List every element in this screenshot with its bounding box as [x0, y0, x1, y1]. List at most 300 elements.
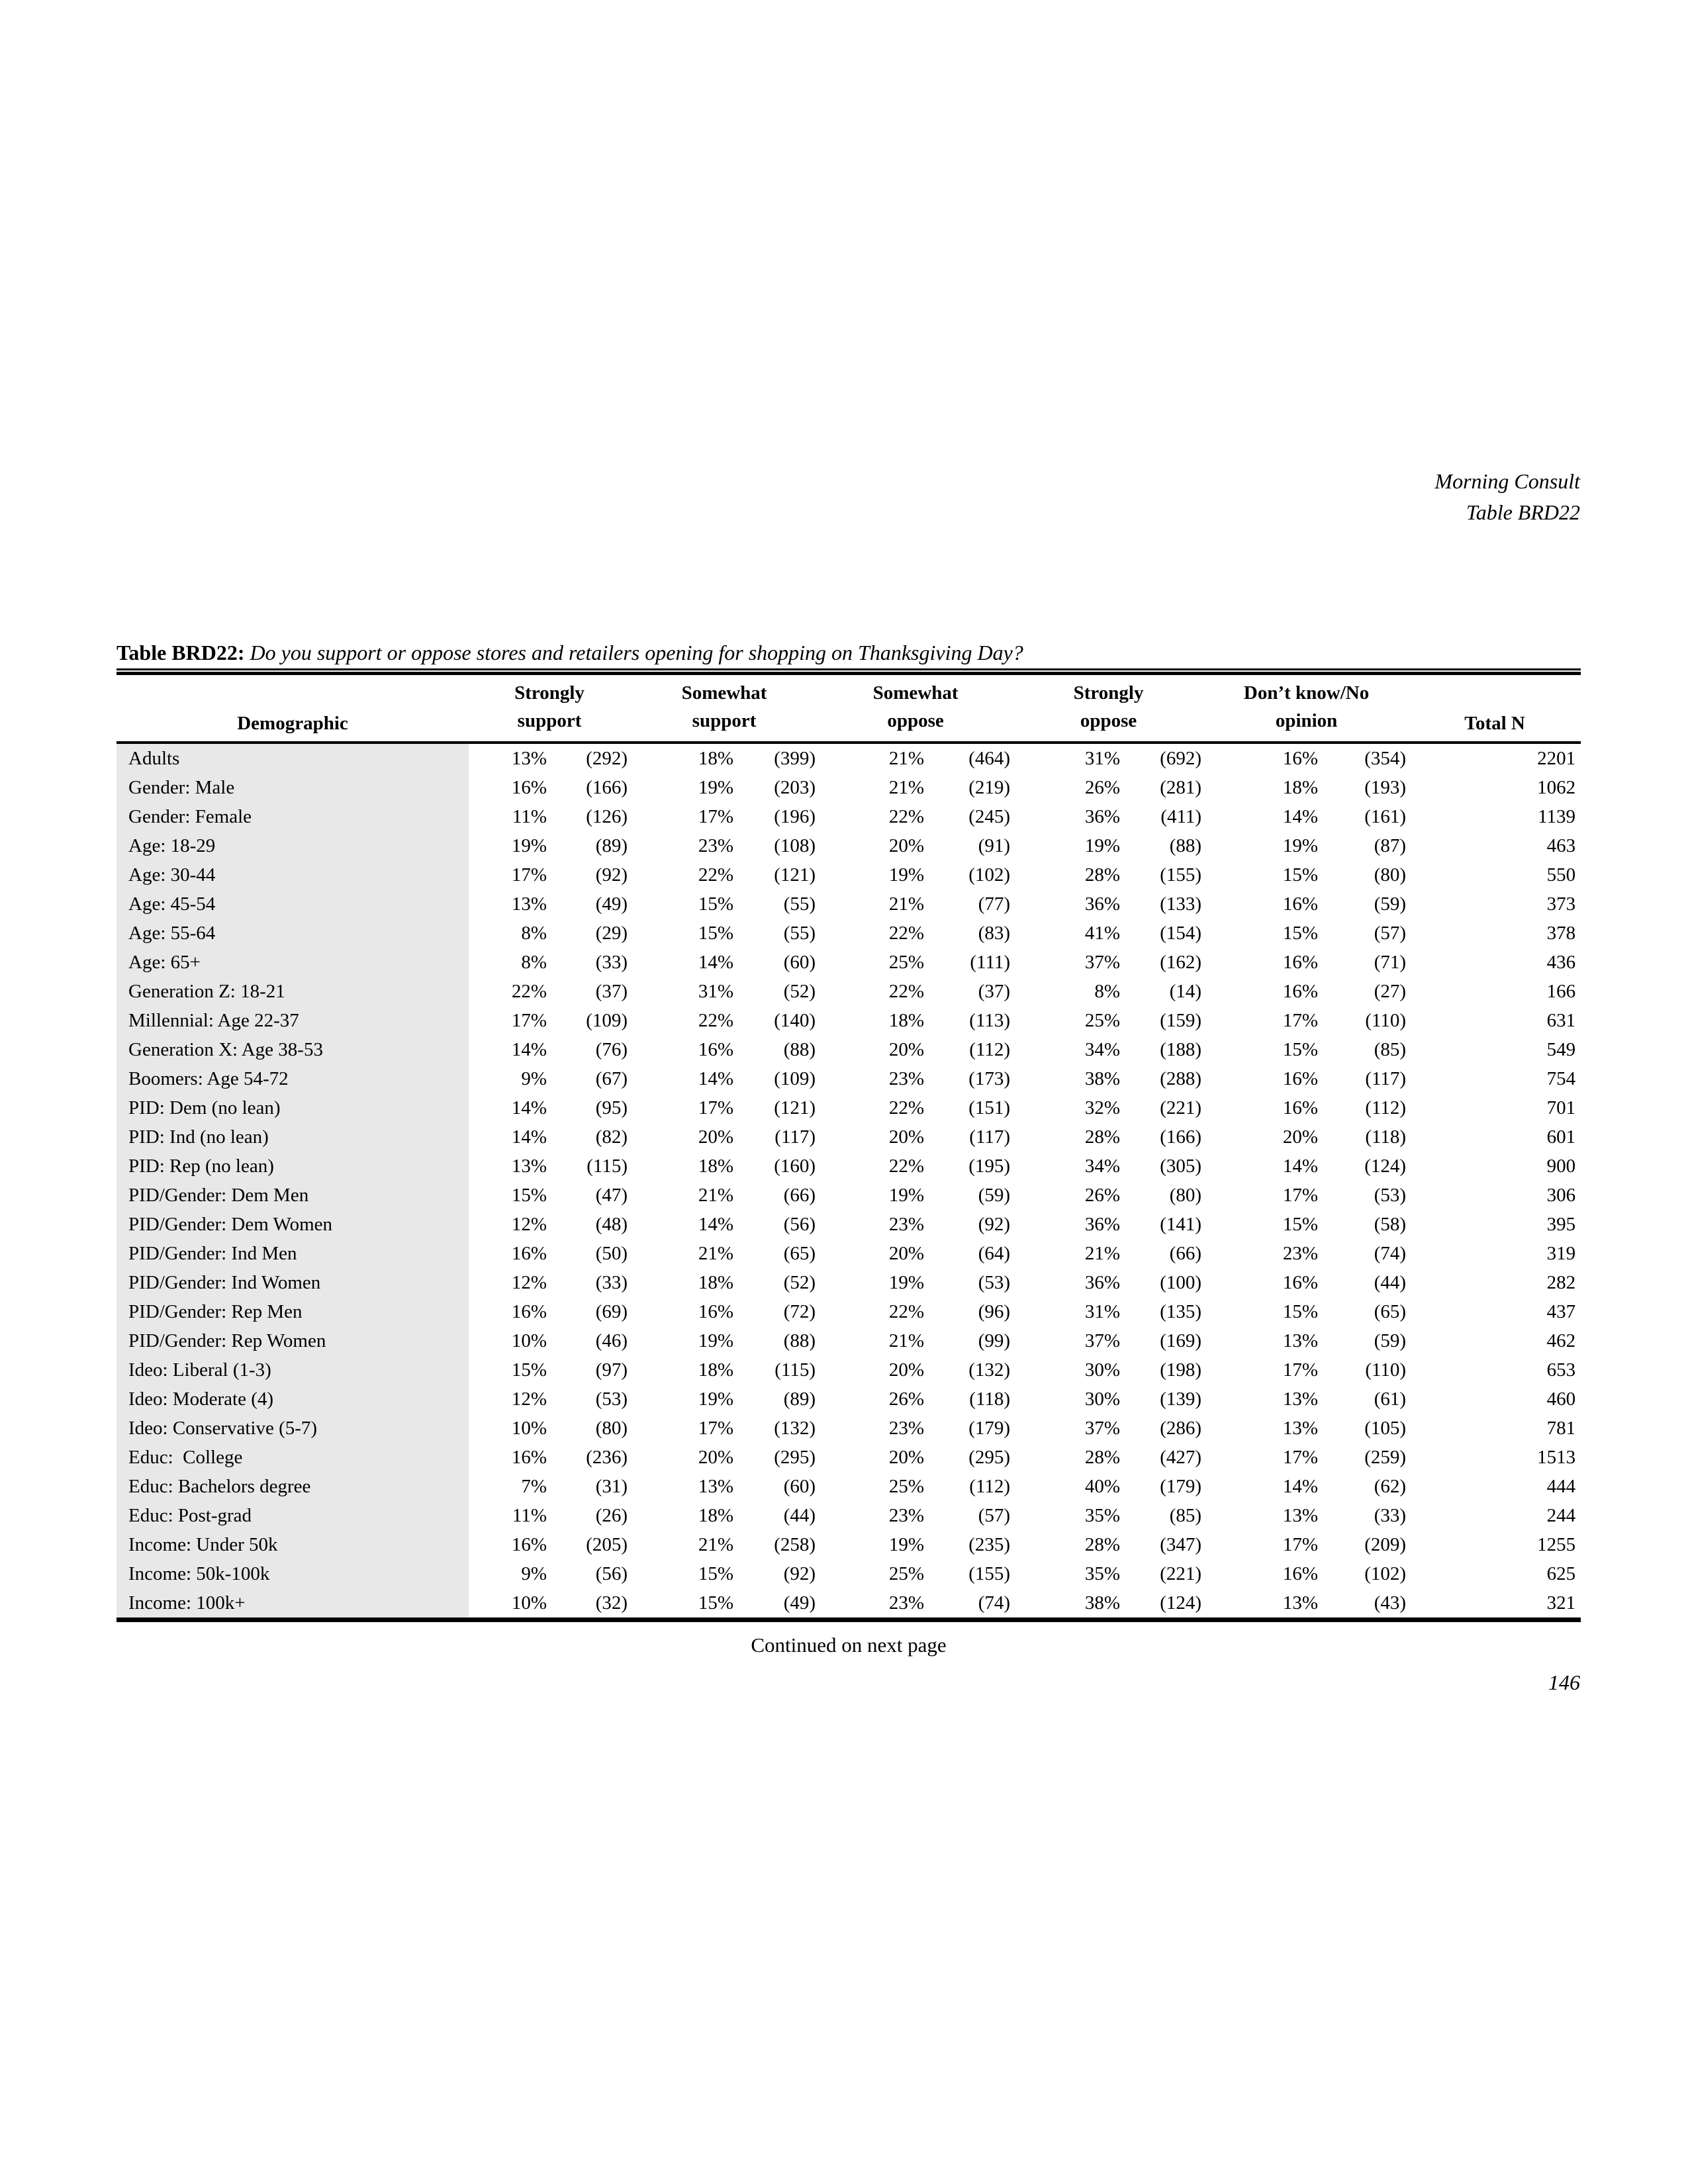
total-n-value: 306	[1546, 1185, 1576, 1206]
count-value: (133)	[1160, 893, 1202, 915]
count-value: (111)	[970, 952, 1011, 973]
total-n-value: 550	[1546, 864, 1576, 886]
demographic-label: Age: 65+	[117, 948, 469, 977]
count-value: (50)	[595, 1243, 628, 1264]
percent-value: 16%	[1282, 1272, 1319, 1293]
percent-value: 23%	[888, 1418, 925, 1439]
header-line: oppose	[1080, 710, 1137, 731]
col-header-total-n: Total N	[1409, 674, 1581, 743]
percent-value: 16%	[511, 777, 547, 798]
percent-value: 25%	[1084, 1010, 1121, 1031]
percent-value: 36%	[1084, 893, 1121, 915]
demographic-label: PID/Gender: Rep Men	[117, 1297, 469, 1326]
count-value: (117)	[1365, 1068, 1407, 1089]
table-row	[117, 1355, 1581, 1385]
count-value: (43)	[1374, 1592, 1407, 1614]
count-value: (53)	[1374, 1185, 1407, 1206]
col-header-strongly-support	[469, 674, 630, 743]
percent-value: 14%	[698, 1214, 734, 1235]
percent-value: 37%	[1084, 1330, 1121, 1351]
table-row	[117, 1559, 1581, 1588]
total-n-value: 701	[1546, 1097, 1576, 1118]
percent-value: 16%	[511, 1534, 547, 1555]
percent-value: 16%	[1282, 952, 1319, 973]
demographic-label: Ideo: Conservative (5-7)	[117, 1414, 469, 1443]
count-value: (124)	[1160, 1592, 1202, 1614]
demographic-label: Educ: Bachelors degree	[117, 1472, 469, 1501]
count-value: (155)	[1160, 864, 1202, 886]
percent-value: 10%	[511, 1592, 547, 1614]
percent-value: 13%	[511, 1156, 547, 1177]
header-line: support	[517, 710, 582, 731]
percent-value: 15%	[1282, 923, 1319, 944]
demographic-label: Gender: Male	[117, 773, 469, 802]
table-row	[117, 743, 1581, 773]
table-row	[117, 1268, 1581, 1297]
count-value: (188)	[1160, 1039, 1202, 1060]
count-value: (166)	[1160, 1126, 1202, 1148]
percent-value: 15%	[1282, 1301, 1319, 1322]
percent-value: 23%	[888, 1592, 925, 1614]
demographic-label: Generation Z: 18-21	[117, 977, 469, 1006]
percent-value: 16%	[1282, 748, 1319, 769]
percent-value: 15%	[511, 1185, 547, 1206]
percent-value: 18%	[698, 1156, 734, 1177]
count-value: (74)	[1374, 1243, 1407, 1264]
count-value: (110)	[1365, 1359, 1407, 1381]
count-value: (109)	[586, 1010, 628, 1031]
table-row	[117, 1385, 1581, 1414]
percent-value: 21%	[1084, 1243, 1121, 1264]
count-value: (135)	[1160, 1301, 1202, 1322]
total-n-value: 2201	[1537, 748, 1576, 769]
count-value: (89)	[783, 1388, 816, 1410]
header-line: support	[692, 710, 757, 731]
percent-value: 21%	[698, 1534, 734, 1555]
demographic-label: Income: 50k-100k	[117, 1559, 469, 1588]
total-n-value: 754	[1546, 1068, 1576, 1089]
total-n-value: 378	[1546, 923, 1576, 944]
table-row	[117, 1588, 1581, 1620]
count-value: (87)	[1374, 835, 1407, 856]
count-value: (112)	[969, 1039, 1011, 1060]
count-value: (162)	[1160, 952, 1202, 973]
count-value: (295)	[774, 1447, 816, 1468]
count-value: (411)	[1160, 806, 1202, 827]
count-value: (235)	[968, 1534, 1011, 1555]
count-value: (155)	[968, 1563, 1011, 1584]
percent-value: 37%	[1084, 952, 1121, 973]
percent-value: 22%	[698, 1010, 734, 1031]
demographic-label: Income: Under 50k	[117, 1530, 469, 1559]
count-value: (37)	[595, 981, 628, 1002]
count-value: (37)	[978, 981, 1011, 1002]
percent-value: 20%	[1282, 1126, 1319, 1148]
count-value: (49)	[595, 893, 628, 915]
total-n-value: 436	[1546, 952, 1576, 973]
table-row	[117, 977, 1581, 1006]
table-row	[117, 1472, 1581, 1501]
percent-value: 34%	[1084, 1156, 1121, 1177]
percent-value: 17%	[1282, 1359, 1319, 1381]
count-value: (92)	[978, 1214, 1011, 1235]
percent-value: 17%	[698, 1418, 734, 1439]
count-value: (44)	[783, 1505, 816, 1526]
count-value: (85)	[1169, 1505, 1202, 1526]
count-value: (80)	[1374, 864, 1407, 886]
count-value: (55)	[783, 923, 816, 944]
count-value: (60)	[783, 1476, 816, 1497]
count-value: (105)	[1364, 1418, 1407, 1439]
col-header-somewhat-support	[630, 674, 818, 743]
percent-value: 16%	[698, 1039, 734, 1060]
percent-value: 8%	[521, 923, 547, 944]
percent-value: 37%	[1084, 1418, 1121, 1439]
demographic-label: Generation X: Age 38-53	[117, 1035, 469, 1064]
table-row	[117, 948, 1581, 977]
table-row	[117, 1501, 1581, 1530]
count-value: (132)	[968, 1359, 1011, 1381]
count-value: (118)	[1365, 1126, 1407, 1148]
table-title-label: Table BRD22:	[117, 641, 245, 664]
count-value: (126)	[586, 806, 628, 827]
count-value: (83)	[978, 923, 1011, 944]
percent-value: 34%	[1084, 1039, 1121, 1060]
demographic-label: PID: Rep (no lean)	[117, 1152, 469, 1181]
count-value: (65)	[783, 1243, 816, 1264]
demographic-label: Age: 18-29	[117, 831, 469, 860]
percent-value: 40%	[1084, 1476, 1121, 1497]
percent-value: 7%	[521, 1476, 547, 1497]
percent-value: 20%	[888, 835, 925, 856]
percent-value: 13%	[511, 748, 547, 769]
percent-value: 28%	[1084, 1534, 1121, 1555]
count-value: (221)	[1160, 1563, 1202, 1584]
count-value: (60)	[783, 952, 816, 973]
count-value: (117)	[774, 1126, 816, 1148]
count-value: (72)	[783, 1301, 816, 1322]
count-value: (88)	[1169, 835, 1202, 856]
percent-value: 38%	[1084, 1592, 1121, 1614]
count-value: (52)	[783, 1272, 816, 1293]
count-value: (56)	[783, 1214, 816, 1235]
count-value: (89)	[595, 835, 628, 856]
percent-value: 36%	[1084, 806, 1121, 827]
demographic-label: PID: Ind (no lean)	[117, 1122, 469, 1152]
table-row	[117, 889, 1581, 919]
running-header-table-id: Table BRD22	[1466, 500, 1580, 524]
percent-value: 13%	[1282, 1418, 1319, 1439]
count-value: (95)	[595, 1097, 628, 1118]
count-value: (100)	[1160, 1272, 1202, 1293]
percent-value: 20%	[888, 1447, 925, 1468]
count-value: (121)	[774, 1097, 816, 1118]
percent-value: 16%	[698, 1301, 734, 1322]
count-value: (245)	[968, 806, 1011, 827]
running-header-source: Morning Consult	[1434, 469, 1580, 493]
percent-value: 28%	[1084, 1126, 1121, 1148]
percent-value: 21%	[698, 1243, 734, 1264]
total-n-value: 900	[1546, 1156, 1576, 1177]
col-header-dont-know	[1204, 674, 1409, 743]
total-n-value: 1062	[1537, 777, 1576, 798]
count-value: (77)	[978, 893, 1011, 915]
percent-value: 18%	[698, 1272, 734, 1293]
percent-value: 13%	[698, 1476, 734, 1497]
percent-value: 22%	[888, 981, 925, 1002]
percent-value: 38%	[1084, 1068, 1121, 1089]
percent-value: 14%	[1282, 1476, 1319, 1497]
count-value: (160)	[774, 1156, 816, 1177]
count-value: (62)	[1374, 1476, 1407, 1497]
percent-value: 23%	[888, 1505, 925, 1526]
percent-value: 14%	[511, 1126, 547, 1148]
table-row	[117, 831, 1581, 860]
percent-value: 23%	[1282, 1243, 1319, 1264]
total-n-value: 321	[1546, 1592, 1576, 1614]
count-value: (169)	[1160, 1330, 1202, 1351]
header-line: Strongly	[1073, 682, 1144, 704]
percent-value: 14%	[511, 1039, 547, 1060]
count-value: (61)	[1374, 1388, 1407, 1410]
count-value: (286)	[1160, 1418, 1202, 1439]
count-value: (195)	[968, 1156, 1011, 1177]
count-value: (65)	[1374, 1301, 1407, 1322]
count-value: (281)	[1160, 777, 1202, 798]
count-value: (141)	[1160, 1214, 1202, 1235]
percent-value: 12%	[511, 1388, 547, 1410]
total-n-value: 631	[1546, 1010, 1576, 1031]
count-value: (166)	[586, 777, 628, 798]
percent-value: 19%	[888, 1534, 925, 1555]
percent-value: 20%	[888, 1243, 925, 1264]
demographic-label: Boomers: Age 54-72	[117, 1064, 469, 1093]
demographic-label: Gender: Female	[117, 802, 469, 831]
count-value: (236)	[586, 1447, 628, 1468]
percent-value: 16%	[1282, 981, 1319, 1002]
percent-value: 15%	[511, 1359, 547, 1381]
header-line: Somewhat	[872, 682, 959, 704]
count-value: (121)	[774, 864, 816, 886]
table-row	[117, 802, 1581, 831]
count-value: (97)	[595, 1359, 628, 1381]
percent-value: 19%	[888, 1272, 925, 1293]
table-row	[117, 1064, 1581, 1093]
percent-value: 25%	[888, 952, 925, 973]
percent-value: 21%	[888, 1330, 925, 1351]
count-value: (67)	[595, 1068, 628, 1089]
demographic-label: PID/Gender: Ind Women	[117, 1268, 469, 1297]
total-n-value: 444	[1546, 1476, 1576, 1497]
count-value: (46)	[595, 1330, 628, 1351]
total-n-value: 319	[1546, 1243, 1576, 1264]
count-value: (48)	[595, 1214, 628, 1235]
total-n-value: 1255	[1537, 1534, 1576, 1555]
percent-value: 16%	[511, 1243, 547, 1264]
percent-value: 19%	[1084, 835, 1121, 856]
count-value: (151)	[968, 1097, 1011, 1118]
count-value: (59)	[978, 1185, 1011, 1206]
count-value: (76)	[595, 1039, 628, 1060]
header-line: Don’t know/No	[1243, 682, 1370, 704]
count-value: (117)	[969, 1126, 1011, 1148]
percent-value: 25%	[888, 1476, 925, 1497]
demographic-label: Income: 100k+	[117, 1588, 469, 1620]
percent-value: 28%	[1084, 1447, 1121, 1468]
count-value: (118)	[969, 1388, 1011, 1410]
percent-value: 19%	[511, 835, 547, 856]
col-header-demographic: Demographic	[117, 674, 469, 743]
total-n-value: 373	[1546, 893, 1576, 915]
total-n-value: 1139	[1538, 806, 1576, 827]
count-value: (179)	[1160, 1476, 1202, 1497]
header-line: oppose	[887, 710, 944, 731]
count-value: (33)	[595, 952, 628, 973]
table-row	[117, 1181, 1581, 1210]
total-n-value: 437	[1546, 1301, 1576, 1322]
count-value: (108)	[774, 835, 816, 856]
count-value: (193)	[1364, 777, 1407, 798]
percent-value: 16%	[1282, 1563, 1319, 1584]
count-value: (59)	[1374, 893, 1407, 915]
count-value: (59)	[1374, 1330, 1407, 1351]
percent-value: 30%	[1084, 1359, 1121, 1381]
count-value: (115)	[774, 1359, 816, 1381]
count-value: (110)	[1365, 1010, 1407, 1031]
demographic-label: PID/Gender: Dem Men	[117, 1181, 469, 1210]
percent-value: 31%	[1084, 748, 1121, 769]
page-number: 146	[1548, 1670, 1580, 1694]
count-value: (47)	[595, 1185, 628, 1206]
header-line: opinion	[1275, 710, 1338, 731]
percent-value: 19%	[698, 1330, 734, 1351]
count-value: (66)	[1169, 1243, 1202, 1264]
header-row	[117, 674, 1581, 743]
percent-value: 18%	[698, 748, 734, 769]
percent-value: 15%	[698, 893, 734, 915]
percent-value: 16%	[1282, 1097, 1319, 1118]
percent-value: 20%	[698, 1126, 734, 1148]
demographic-label: Educ: College	[117, 1443, 469, 1472]
percent-value: 13%	[1282, 1330, 1319, 1351]
percent-value: 10%	[511, 1330, 547, 1351]
percent-value: 12%	[511, 1214, 547, 1235]
count-value: (57)	[978, 1505, 1011, 1526]
count-value: (82)	[595, 1126, 628, 1148]
table-row	[117, 1122, 1581, 1152]
count-value: (179)	[968, 1418, 1011, 1439]
count-value: (109)	[774, 1068, 816, 1089]
total-n-value: 781	[1546, 1418, 1576, 1439]
percent-value: 13%	[1282, 1388, 1319, 1410]
percent-value: 26%	[1084, 1185, 1121, 1206]
percent-value: 19%	[888, 864, 925, 886]
count-value: (347)	[1160, 1534, 1202, 1555]
count-value: (29)	[595, 923, 628, 944]
percent-value: 22%	[888, 806, 925, 827]
percent-value: 22%	[511, 981, 547, 1002]
total-n-value: 549	[1546, 1039, 1576, 1060]
percent-value: 36%	[1084, 1272, 1121, 1293]
demographic-label: PID/Gender: Ind Men	[117, 1239, 469, 1268]
percent-value: 19%	[698, 777, 734, 798]
percent-value: 15%	[1282, 864, 1319, 886]
demographic-label: Ideo: Moderate (4)	[117, 1385, 469, 1414]
percent-value: 22%	[888, 1097, 925, 1118]
count-value: (140)	[774, 1010, 816, 1031]
count-value: (31)	[595, 1476, 628, 1497]
count-value: (80)	[1169, 1185, 1202, 1206]
count-value: (91)	[978, 835, 1011, 856]
count-value: (159)	[1160, 1010, 1202, 1031]
count-value: (124)	[1364, 1156, 1407, 1177]
count-value: (33)	[1374, 1505, 1407, 1526]
percent-value: 16%	[1282, 1068, 1319, 1089]
percent-value: 22%	[888, 1301, 925, 1322]
percent-value: 15%	[1282, 1039, 1319, 1060]
total-n-value: 1513	[1537, 1447, 1576, 1468]
percent-value: 17%	[1282, 1534, 1319, 1555]
total-n-value: 166	[1546, 981, 1576, 1002]
percent-value: 9%	[521, 1068, 547, 1089]
percent-value: 17%	[698, 806, 734, 827]
percent-value: 14%	[698, 952, 734, 973]
percent-value: 31%	[1084, 1301, 1121, 1322]
col-header-somewhat-oppose	[818, 674, 1013, 743]
percent-value: 20%	[888, 1039, 925, 1060]
demographic-label: Millennial: Age 22-37	[117, 1006, 469, 1035]
percent-value: 11%	[512, 806, 547, 827]
table-row	[117, 773, 1581, 802]
percent-value: 8%	[521, 952, 547, 973]
header-line: Somewhat	[681, 682, 767, 704]
percent-value: 17%	[511, 864, 547, 886]
continued-note: Continued on next page	[751, 1633, 947, 1657]
running-header	[1434, 466, 1580, 528]
table-row	[117, 1093, 1581, 1122]
count-value: (56)	[595, 1563, 628, 1584]
percent-value: 11%	[512, 1505, 547, 1526]
col-header-strongly-oppose	[1013, 674, 1204, 743]
demographic-label: Ideo: Liberal (1-3)	[117, 1355, 469, 1385]
percent-value: 21%	[888, 893, 925, 915]
percent-value: 32%	[1084, 1097, 1121, 1118]
count-value: (295)	[968, 1447, 1011, 1468]
percent-value: 26%	[1084, 777, 1121, 798]
demographic-label: Adults	[117, 743, 469, 773]
percent-value: 21%	[698, 1185, 734, 1206]
percent-value: 23%	[888, 1214, 925, 1235]
percent-value: 30%	[1084, 1388, 1121, 1410]
percent-value: 14%	[511, 1097, 547, 1118]
count-value: (99)	[978, 1330, 1011, 1351]
count-value: (27)	[1374, 981, 1407, 1002]
table-row	[117, 1210, 1581, 1239]
percent-value: 14%	[1282, 806, 1319, 827]
total-n-value: 625	[1546, 1563, 1576, 1584]
percent-value: 36%	[1084, 1214, 1121, 1235]
table-wrap	[117, 668, 1581, 1622]
percent-value: 25%	[888, 1563, 925, 1584]
count-value: (692)	[1160, 748, 1202, 769]
percent-value: 15%	[698, 1592, 734, 1614]
count-value: (196)	[774, 806, 816, 827]
total-n-value: 601	[1546, 1126, 1576, 1148]
table-row	[117, 1035, 1581, 1064]
percent-value: 18%	[698, 1359, 734, 1381]
demographic-label: Age: 55-64	[117, 919, 469, 948]
count-value: (288)	[1160, 1068, 1202, 1089]
